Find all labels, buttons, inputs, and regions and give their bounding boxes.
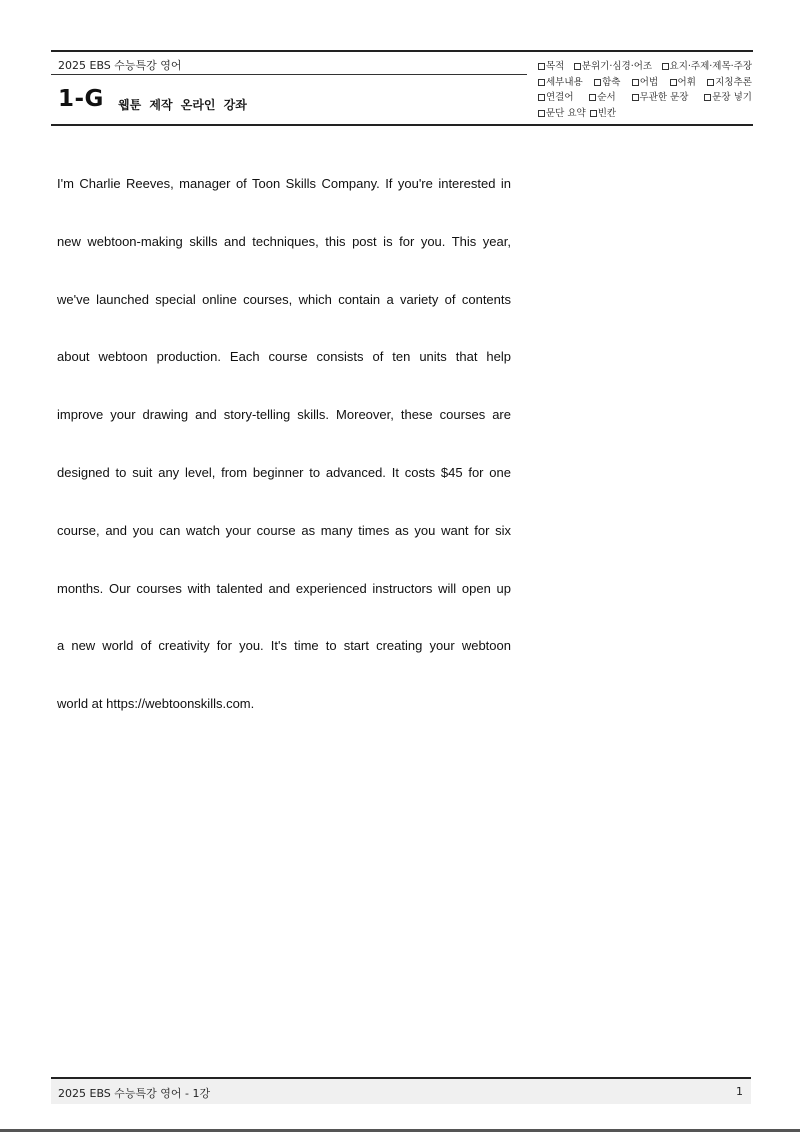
checklist-item[interactable]: 목적 [538,59,564,75]
series-label: 2025 EBS 수능특강 영어 [58,59,182,72]
header-top-rule [51,50,753,52]
checkbox-icon[interactable] [707,79,714,86]
checkbox-icon[interactable] [538,63,545,70]
passage-line: world at https://webtoonskills.com. [57,696,255,712]
checkbox-icon[interactable] [670,79,677,86]
question-type-checklist [538,59,752,121]
passage-line: new webtoon-making skills and techniques, this post is for you. This year, [57,233,511,249]
checklist-item[interactable]: 문장 넣기 [704,90,752,106]
checkbox-icon[interactable] [632,94,639,101]
passage-line: months. Our courses with talented and experienced instructors will open up [57,580,511,596]
checkbox-icon[interactable] [538,79,545,86]
checklist-item[interactable]: 요지·주제·제목·주장 [662,59,752,75]
checklist-row [538,59,752,75]
passage-line: I'm Charlie Reeves, manager of Toon Skills Company. If you're interested in [57,176,511,191]
checklist-item[interactable]: 무관한 문장 [632,90,689,106]
checkbox-icon[interactable] [662,63,669,70]
passage-line: about webtoon production. Each course consists of ten units that help [57,349,511,365]
passage-line: a new world of creativity for you. It's time to start creating your webtoon [57,638,511,654]
checklist-item[interactable]: 함축 [594,75,620,91]
checklist-item[interactable]: 분위기·심경·어조 [574,59,652,75]
checkbox-icon[interactable] [632,79,639,86]
checklist-item[interactable]: 연결어 [538,90,574,106]
checklist-item[interactable]: 어휘 [670,75,696,91]
checklist-row [538,90,752,106]
checklist-item[interactable]: 빈칸 [590,106,616,122]
passage-line: course, and you can watch your course as many times as you want for six [57,522,511,538]
problem-code: 1-G [58,86,104,112]
checklist-row [538,106,752,122]
page-number: 1 [736,1085,743,1098]
checkbox-icon[interactable] [574,63,581,70]
header-divider [51,74,527,75]
header-bottom-rule [51,124,753,126]
passage-line: we've launched special online courses, which contain a variety of contents [57,291,511,307]
passage-line: designed to suit any level, from beginner to advanced. It costs $45 for one [57,464,511,480]
checkbox-icon[interactable] [538,94,545,101]
checklist-item[interactable]: 어법 [632,75,658,91]
checklist-row [538,75,752,91]
checklist-item[interactable]: 문단 요약 [538,106,586,122]
checkbox-icon[interactable] [704,94,711,101]
footer-label: 2025 EBS 수능특강 영어 - 1강 [58,1087,211,1100]
checklist-item[interactable]: 세부내용 [538,75,583,91]
checklist-item[interactable]: 지칭추론 [707,75,752,91]
checklist-item[interactable]: 순서 [589,90,615,106]
checkbox-icon[interactable] [589,94,596,101]
passage-line: improve your drawing and story-telling skills. Moreover, these courses are [57,407,511,423]
checkbox-icon[interactable] [590,110,597,117]
problem-title: 웹툰 제작 온라인 강좌 [118,98,247,112]
reading-passage [57,176,511,754]
checkbox-icon[interactable] [594,79,601,86]
checkbox-icon[interactable] [538,110,545,117]
